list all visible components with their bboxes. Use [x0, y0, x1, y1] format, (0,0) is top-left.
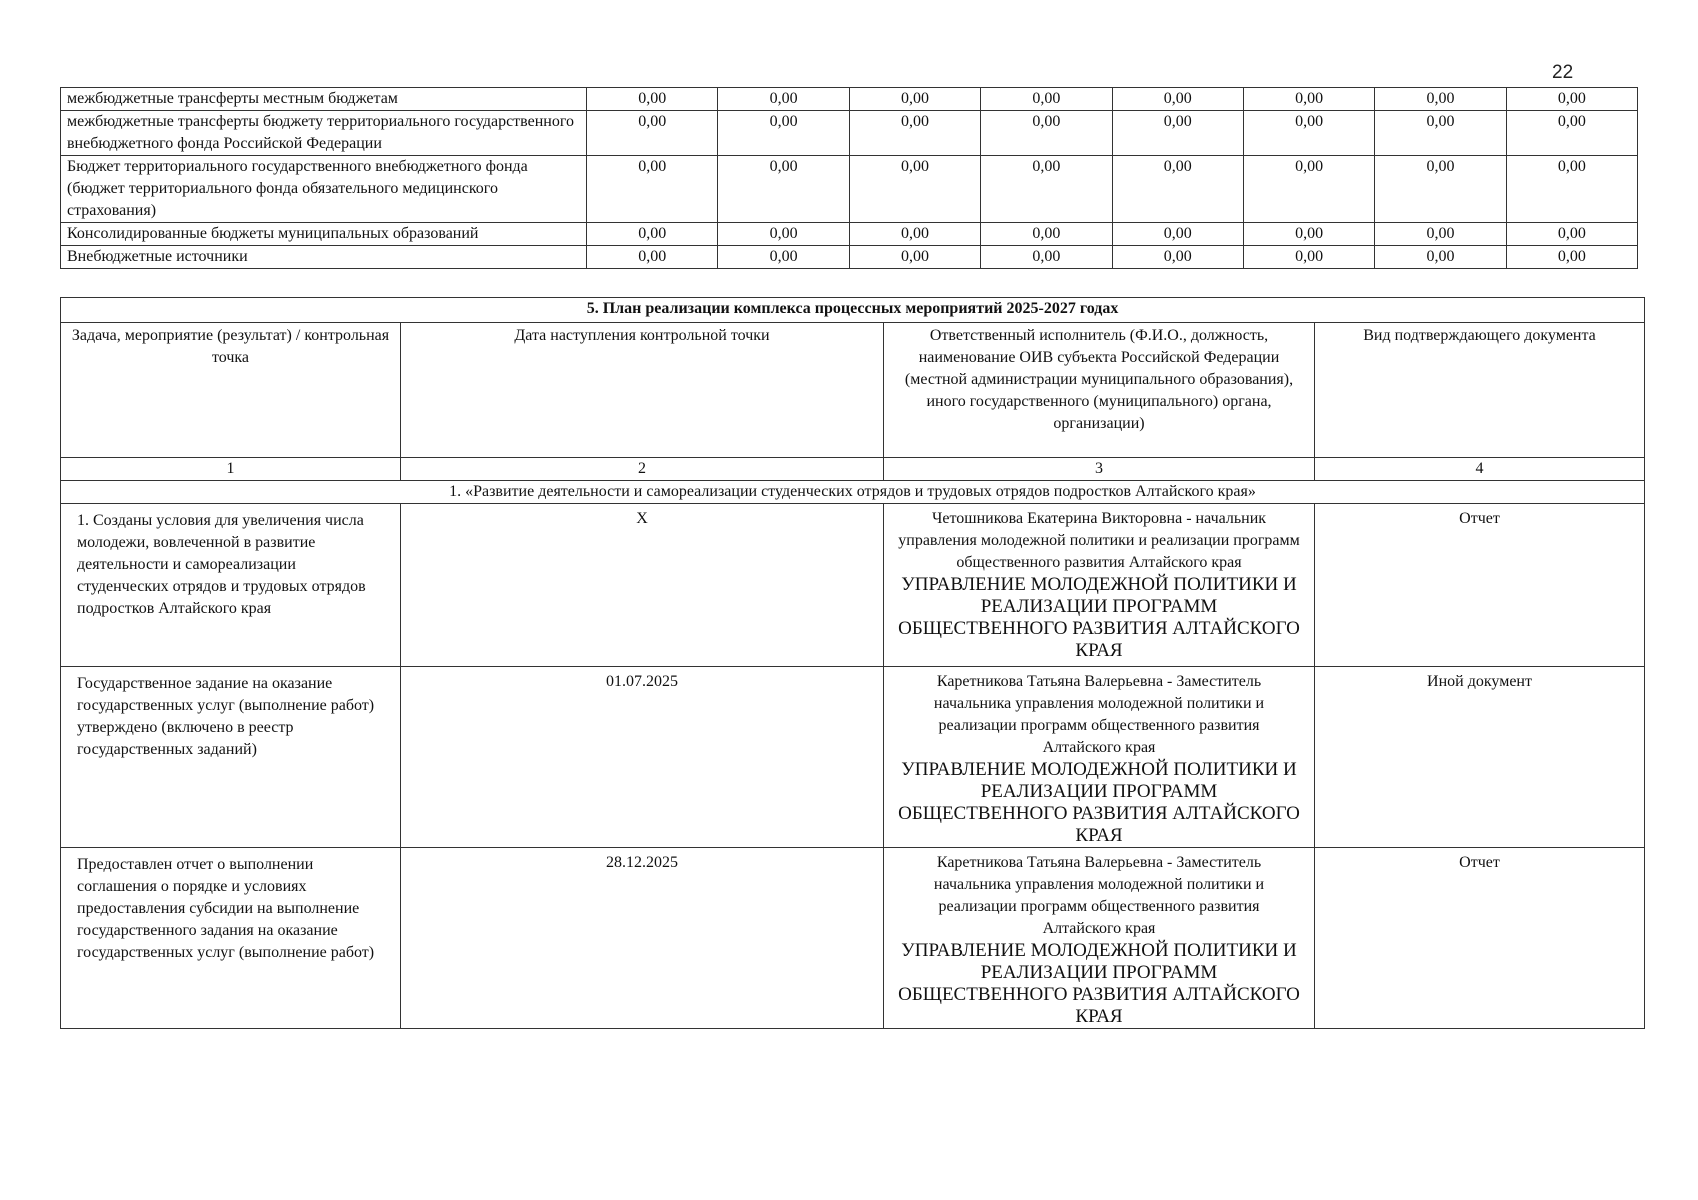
funding-value-cell: 0,00	[849, 156, 980, 223]
funding-value-cell: 0,00	[981, 88, 1112, 111]
funding-value-cell: 0,00	[718, 156, 849, 223]
plan-item-row	[61, 848, 1645, 1029]
funding-value-cell: 0,00	[718, 223, 849, 246]
funding-source-cell: Бюджет территориального государственного внебюджетного фонда (бюджет территориального фонда обязательного медицинского страхования)	[61, 156, 587, 223]
responsible-person: Каретникова Татьяна Валерьевна - Заместитель начальника управления молодежной политики и реализации программ общественного развития Алтайского края	[933, 673, 1265, 756]
funding-value-cell: 0,00	[587, 88, 718, 111]
funding-value-cell: 0,00	[1112, 156, 1243, 223]
date-cell: 01.07.2025	[401, 667, 884, 848]
header-responsible: Ответственный исполнитель (Ф.И.О., должность, наименование ОИВ субъекта Российской Федерации (местной администрации муниципального образования), иного государственного (муниципального) органа, организации)	[884, 323, 1315, 458]
funding-value-cell: 0,00	[849, 223, 980, 246]
funding-value-cell: 0,00	[849, 111, 980, 156]
funding-value-cell: 0,00	[981, 246, 1112, 269]
responsible-person: Каретникова Татьяна Валерьевна - Заместитель начальника управления молодежной политики и реализации программ общественного развития Алтайского края	[933, 854, 1265, 937]
funding-value-cell: 0,00	[1375, 246, 1506, 269]
column-number: 3	[884, 458, 1315, 481]
funding-value-cell: 0,00	[1243, 156, 1374, 223]
funding-value-cell: 0,00	[1112, 111, 1243, 156]
funding-row	[61, 88, 1638, 111]
responsible-cell	[884, 667, 1315, 848]
funding-value-cell: 0,00	[1506, 88, 1637, 111]
funding-value-cell: 0,00	[1375, 156, 1506, 223]
funding-value-cell: 0,00	[1112, 223, 1243, 246]
plan-item-row	[61, 504, 1645, 667]
header-date: Дата наступления контрольной точки	[401, 323, 884, 458]
funding-value-cell: 0,00	[981, 223, 1112, 246]
funding-value-cell: 0,00	[1112, 246, 1243, 269]
funding-value-cell: 0,00	[981, 156, 1112, 223]
funding-value-cell: 0,00	[1243, 111, 1374, 156]
task-cell: Предоставлен отчет о выполнении соглашения о порядке и условиях предоставления субсидии на выполнение государственного задания на оказание государственных услуг (выполнение работ)	[61, 848, 401, 1029]
funding-value-cell: 0,00	[1506, 156, 1637, 223]
funding-value-cell: 0,00	[1375, 223, 1506, 246]
funding-value-cell: 0,00	[1243, 246, 1374, 269]
funding-row	[61, 156, 1638, 223]
funding-source-cell: Консолидированные бюджеты муниципальных образований	[61, 223, 587, 246]
funding-table-body	[61, 88, 1638, 269]
funding-value-cell: 0,00	[1112, 88, 1243, 111]
funding-value-cell: 0,00	[1243, 88, 1374, 111]
funding-value-cell: 0,00	[849, 88, 980, 111]
funding-value-cell: 0,00	[587, 156, 718, 223]
funding-row	[61, 223, 1638, 246]
column-number: 2	[401, 458, 884, 481]
date-cell: 28.12.2025	[401, 848, 884, 1029]
funding-value-cell: 0,00	[1243, 223, 1374, 246]
funding-value-cell: 0,00	[718, 246, 849, 269]
page-number: 22	[1552, 62, 1574, 83]
plan-table	[60, 297, 1645, 1029]
funding-value-cell: 0,00	[1506, 246, 1637, 269]
funding-value-cell: 0,00	[718, 111, 849, 156]
responsible-org: УПРАВЛЕНИЕ МОЛОДЕЖНОЙ ПОЛИТИКИ И РЕАЛИЗАЦИИ ПРОГРАММ ОБЩЕСТВЕННОГО РАЗВИТИЯ АЛТАЙСКОГО КРАЯ	[898, 940, 1300, 1027]
responsible-org: УПРАВЛЕНИЕ МОЛОДЕЖНОЙ ПОЛИТИКИ И РЕАЛИЗАЦИИ ПРОГРАММ ОБЩЕСТВЕННОГО РАЗВИТИЯ АЛТАЙСКОГО КРАЯ	[898, 759, 1300, 846]
funding-value-cell: 0,00	[718, 88, 849, 111]
funding-value-cell: 0,00	[849, 246, 980, 269]
funding-row	[61, 111, 1638, 156]
section-title: 1. «Развитие деятельности и самореализации студенческих отрядов и трудовых отрядов подростков Алтайского края»	[61, 481, 1645, 504]
funding-value-cell: 0,00	[1375, 111, 1506, 156]
date-cell: X	[401, 504, 884, 667]
funding-value-cell: 0,00	[1375, 88, 1506, 111]
funding-value-cell: 0,00	[587, 246, 718, 269]
task-cell: 1. Созданы условия для увеличения числа молодежи, вовлеченной в развитие деятельности и самореализации студенческих отрядов и трудовых отрядов подростков Алтайского края	[61, 504, 401, 667]
funding-source-cell: Внебюджетные источники	[61, 246, 587, 269]
funding-table	[60, 87, 1638, 269]
responsible-org: УПРАВЛЕНИЕ МОЛОДЕЖНОЙ ПОЛИТИКИ И РЕАЛИЗАЦИИ ПРОГРАММ ОБЩЕСТВЕННОГО РАЗВИТИЯ АЛТАЙСКОГО КРАЯ	[898, 574, 1300, 661]
responsible-person: Четошникова Екатерина Викторовна - начальник управления молодежной политики и реализации программ общественного развития Алтайского края	[898, 510, 1300, 571]
header-task: Задача, мероприятие (результат) / контрольная точка	[61, 323, 401, 458]
funding-value-cell: 0,00	[1506, 111, 1637, 156]
funding-row	[61, 246, 1638, 269]
document-cell: Отчет	[1315, 848, 1645, 1029]
funding-value-cell: 0,00	[587, 111, 718, 156]
column-number: 1	[61, 458, 401, 481]
funding-value-cell: 0,00	[1506, 223, 1637, 246]
responsible-cell	[884, 848, 1315, 1029]
funding-source-cell: межбюджетные трансферты бюджету территориального государственного внебюджетного фонда Российской Федерации	[61, 111, 587, 156]
funding-value-cell: 0,00	[981, 111, 1112, 156]
document-cell: Иной документ	[1315, 667, 1645, 848]
header-document: Вид подтверждающего документа	[1315, 323, 1645, 458]
column-number: 4	[1315, 458, 1645, 481]
document-cell: Отчет	[1315, 504, 1645, 667]
responsible-cell	[884, 504, 1315, 667]
funding-value-cell: 0,00	[587, 223, 718, 246]
funding-source-cell: межбюджетные трансферты местным бюджетам	[61, 88, 587, 111]
plan-table-title: 5. План реализации комплекса процессных мероприятий 2025-2027 годах	[61, 298, 1645, 323]
task-cell: Государственное задание на оказание государственных услуг (выполнение работ) утверждено (включено в реестр государственных заданий)	[61, 667, 401, 848]
plan-item-row	[61, 667, 1645, 848]
